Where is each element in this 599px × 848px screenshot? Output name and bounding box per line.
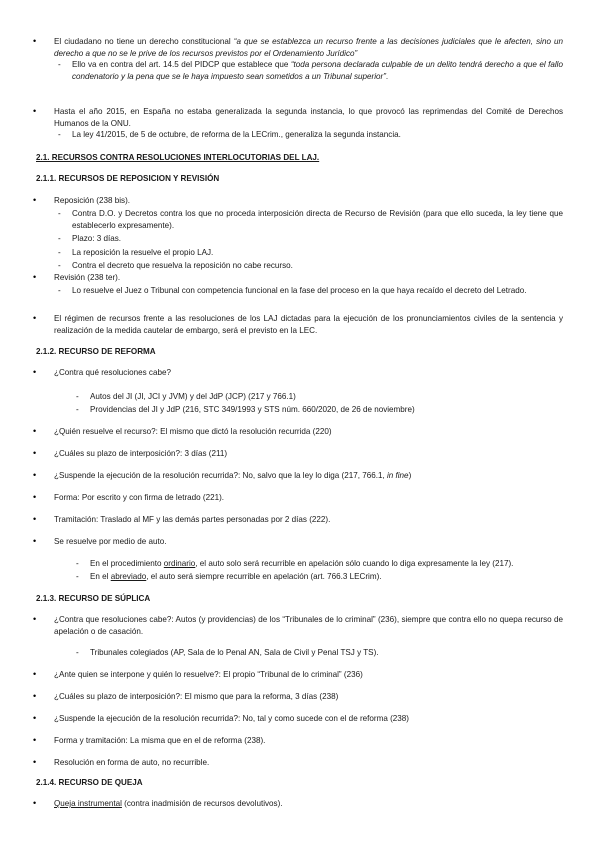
item-suplica-resolucion: • Resolución en forma de auto, no recurrible.	[54, 757, 563, 769]
item-reforma-forma: • Forma: Por escrito y con firma de letrado (221).	[54, 492, 563, 504]
item-reforma-suspende: • ¿Suspende la ejecución de la resolución recurrida?: No, salvo que la ley lo diga (217, 766.1, in fine)	[54, 470, 563, 482]
subitem-revision: - Lo resuelve el Juez o Tribunal con competencia funcional en la fase del proceso en la que haya recaído el decreto del Letrado.	[72, 285, 563, 297]
item-suplica-plazo: • ¿Cuáles su plazo de interposición?: El mismo que para la reforma, 3 días (238)	[54, 691, 563, 703]
item-reforma-auto: • Se resuelve por medio de auto.	[54, 536, 563, 548]
subitem-reposicion-2: - Plazo: 3 días.	[72, 233, 563, 245]
paragraph-derecho-constitucional: • El ciudadano no tiene un derecho constitucional “a que se establezca un recurso frente a las decisiones judiciales que le afecten, sino un derecho a que no se le prive de los recursos previstos por el Ordenamiento Jurídico”	[54, 36, 563, 59]
item-reforma-plazo: • ¿Cuáles su plazo de interposición?: 3 días (211)	[54, 448, 563, 460]
item-revision: • Revisión (238 ter).	[54, 272, 563, 284]
heading-2-1-3: 2.1.3. RECURSO DE SÚPLICA	[36, 594, 151, 603]
item-reforma-resoluciones: • ¿Contra qué resoluciones cabe?	[54, 367, 563, 379]
paragraph-segunda-instancia: • Hasta el año 2015, en España no estaba generalizada la segunda instancia, lo que provocó las reprimendas del Comité de Derechos Humanos de la ONU.	[54, 106, 563, 129]
subitem-reposicion-3: - La reposición la resuelve el propio LAJ.	[72, 247, 563, 259]
paragraph-regimen-lec: • El régimen de recursos frente a las resoluciones de los LAJ dictadas para la ejecución de los pronunciamientos civiles de la sentencia y realización de la medida cautelar de embargo, será el previsto en la LEC.	[54, 313, 563, 336]
heading-2-1-4: 2.1.4. RECURSO DE QUEJA	[36, 778, 143, 787]
subitem-ley-41-2015: - La ley 41/2015, de 5 de octubre, de reforma de la LECrim., generaliza la segunda instancia.	[72, 129, 563, 141]
subitem-reforma-providencias: - Providencias del JI y JdP (216, STC 349/1993 y STS núm. 660/2020, de 26 de noviembre)	[90, 404, 563, 416]
item-suplica-quien: • ¿Ante quien se interpone y quién lo resuelve?: El propio “Tribunal de lo criminal” (236)	[54, 669, 563, 681]
subitem-pidcp: - Ello va en contra del art. 14.5 del PIDCP que establece que “toda persona declarada culpable de un delito tendrá derecho a que el fallo condenatorio y la pena que se le haya impuesto sean sometidos a un Tribunal superior”.	[72, 59, 563, 82]
item-suplica-suspende: • ¿Suspende la ejecución de la resolución recurrida?: No, tal y como sucede con el de reforma (238)	[54, 713, 563, 725]
heading-2-1: 2.1. RECURSOS CONTRA RESOLUCIONES INTERLOCUTORIAS DEL LAJ.	[36, 153, 320, 162]
subitem-suplica-tribunales: - Tribunales colegiados (AP, Sala de lo Penal AN, Sala de Civil y Penal TSJ y TS).	[90, 647, 563, 659]
item-suplica-resoluciones: • ¿Contra que resoluciones cabe?: Autos (y providencias) de los “Tribunales de lo criminal” (236), siempre que contra ello no quepa recurso de apelación o de casación.	[54, 614, 563, 637]
heading-2-1-1: 2.1.1. RECURSOS DE REPOSICION Y REVISIÓN	[36, 174, 220, 183]
item-reforma-tramitacion: • Tramitación: Traslado al MF y las demás partes personadas por 2 días (222).	[54, 514, 563, 526]
subitem-reforma-ordinario: - En el procedimiento ordinario, el auto solo será recurrible en apelación sólo cuando lo diga expresamente la ley (217).	[90, 558, 563, 570]
subitem-reforma-abreviado: - En el abreviado, el auto será siempre recurrible en apelación (art. 766.3 LECrim).	[90, 571, 563, 583]
item-reforma-quien: • ¿Quién resuelve el recurso?: El mismo que dictó la resolución recurrida (220)	[54, 426, 563, 438]
subitem-reposicion-4: - Contra el decreto que resuelva la reposición no cabe recurso.	[72, 260, 563, 272]
subitem-reforma-autos: - Autos del JI (JI, JCI y JVM) y del JdP (JCP) (217 y 766.1)	[90, 391, 563, 403]
heading-2-1-2: 2.1.2. RECURSO DE REFORMA	[36, 347, 156, 356]
item-reposicion: • Reposición (238 bis).	[54, 195, 563, 207]
subitem-reposicion-1: - Contra D.O. y Decretos contra los que no proceda interposición directa de Recurso de Revisión (para que ello suceda, la ley tiene que establecerlo expresamente).	[72, 208, 563, 231]
item-queja-instrumental: • Queja instrumental (contra inadmisión de recursos devolutivos).	[54, 798, 563, 810]
item-suplica-forma: • Forma y tramitación: La misma que en el de reforma (238).	[54, 735, 563, 747]
